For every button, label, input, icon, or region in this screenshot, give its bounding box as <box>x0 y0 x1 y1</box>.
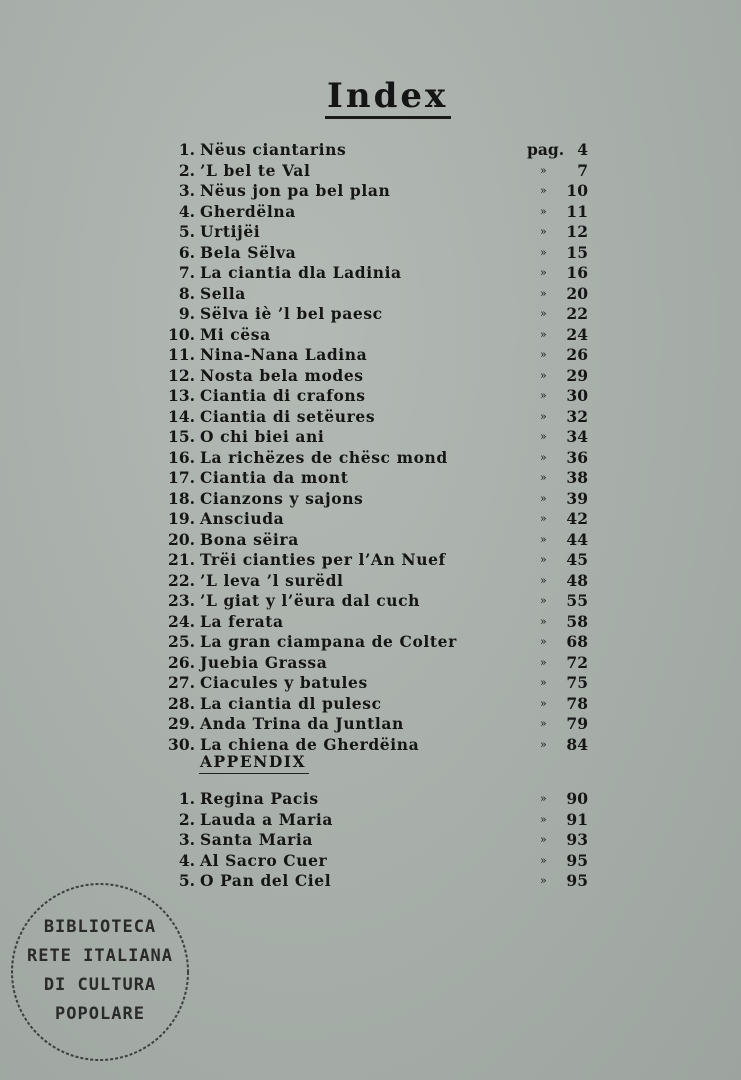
entry-number: 6. <box>178 242 195 262</box>
entry-number: 1. <box>178 789 195 808</box>
toc-entry <box>0 263 741 283</box>
entry-number: 26. <box>168 652 195 672</box>
title-underline <box>325 116 451 119</box>
entry-number: 7. <box>178 263 195 282</box>
page-number: 48 <box>566 570 588 590</box>
page-marker: » <box>540 430 547 443</box>
page-number: 20 <box>566 283 588 303</box>
entry-title: Urtijëi <box>200 222 261 241</box>
entry-title: Ciantia di crafons <box>200 386 366 405</box>
page-number: 15 <box>566 242 588 262</box>
entry-title: Juebia Grassa <box>200 652 328 672</box>
stamp-line-3: DI CULTURA <box>43 975 157 995</box>
page-marker: » <box>540 491 547 505</box>
entry-number: 21. <box>168 550 195 569</box>
stamp-circle-icon <box>8 880 192 1064</box>
entry-number: 13. <box>168 386 195 405</box>
page-number: 26 <box>566 345 588 364</box>
entry-title: Anda Trina da Juntlan <box>200 714 404 733</box>
toc-entry <box>0 448 741 468</box>
page-marker: » <box>540 553 547 566</box>
page-number: 11 <box>566 201 588 221</box>
page-number: 72 <box>566 652 588 672</box>
entry-number: 30. <box>168 734 195 754</box>
entry-title: Lauda a Maria <box>200 809 334 829</box>
page-number: 7 <box>577 160 588 180</box>
page-marker: » <box>540 286 547 300</box>
page-number: 34 <box>566 427 588 446</box>
page-marker: » <box>540 874 547 887</box>
toc-entry <box>0 427 741 447</box>
toc-entry <box>0 325 741 345</box>
page-marker: » <box>540 833 547 846</box>
library-stamp <box>8 880 192 1064</box>
entry-title: La ciantia dla Ladinia <box>200 263 402 282</box>
page-marker: » <box>540 696 547 710</box>
page-number: 39 <box>566 488 588 508</box>
page-marker: » <box>540 635 547 648</box>
entry-title: Nosta bela modes <box>200 365 364 385</box>
toc-entry <box>0 735 741 755</box>
toc-entry <box>0 345 741 365</box>
entry-title: Nëus ciantarins <box>200 140 347 159</box>
entry-title: Nëus jon pa bel plan <box>200 181 391 200</box>
entry-title: Ansciuda <box>200 509 285 528</box>
toc-entry <box>0 571 741 591</box>
toc-entry <box>0 284 741 304</box>
page-number: 30 <box>566 386 588 405</box>
entry-number: 12. <box>168 365 195 385</box>
toc-entry <box>0 181 741 201</box>
entry-title: ’L leva ’l surëdl <box>200 570 344 590</box>
entry-number: 11. <box>168 345 195 364</box>
page-marker: pag. <box>527 140 565 159</box>
toc-entry <box>0 851 741 871</box>
page-marker: » <box>540 225 547 238</box>
page-number: 84 <box>566 734 588 754</box>
entry-title: O Pan del Ciel <box>200 871 332 890</box>
entry-number: 1. <box>178 140 195 159</box>
page-number: 16 <box>566 263 588 282</box>
page-title: Index <box>327 76 449 116</box>
page-number: 12 <box>566 222 588 241</box>
entry-number: 4. <box>178 201 195 221</box>
page-marker: » <box>540 245 547 259</box>
toc-entry <box>0 489 741 509</box>
entry-number: 4. <box>178 850 195 870</box>
toc-entry <box>0 243 741 263</box>
page-marker: » <box>540 471 547 484</box>
page-marker: » <box>540 348 547 361</box>
entry-title: Nina-Nana Ladina <box>200 345 368 364</box>
page-marker: » <box>540 266 547 279</box>
entry-number: 25. <box>168 632 195 651</box>
entry-title: Ciantia da mont <box>200 468 349 487</box>
page-number: 44 <box>566 529 588 549</box>
page-marker: » <box>540 614 547 628</box>
toc-entry <box>0 140 741 160</box>
entry-title: Sella <box>200 283 246 303</box>
entry-number: 2. <box>178 160 195 180</box>
entry-number: 17. <box>168 468 195 487</box>
page-number: 24 <box>566 324 588 344</box>
entry-title: Bona sëira <box>200 529 299 549</box>
toc-entry <box>0 612 741 632</box>
page-marker: » <box>540 594 547 607</box>
toc-entry <box>0 386 741 406</box>
toc-entry <box>0 632 741 652</box>
page-marker: » <box>540 737 547 751</box>
entry-title: Bela Sëlva <box>200 242 297 262</box>
entry-title: Gherdëlna <box>200 201 296 221</box>
page-number: 32 <box>566 406 588 426</box>
toc-entry <box>0 550 741 570</box>
page-number: 42 <box>566 509 588 528</box>
page-number: 58 <box>566 611 588 631</box>
page-marker: » <box>540 163 547 177</box>
entry-title: O chi biei ani <box>200 427 325 446</box>
entry-title: La gran ciampana de Colter <box>200 632 457 651</box>
page-number: 75 <box>566 673 588 692</box>
page-number: 10 <box>566 181 588 200</box>
page-marker: » <box>540 812 547 826</box>
page-number: 68 <box>566 632 588 651</box>
stamp-line-2: RETE ITALIANA <box>26 946 174 966</box>
entry-number: 20. <box>168 529 195 549</box>
page-marker: » <box>540 792 547 805</box>
page-marker: » <box>540 676 547 689</box>
page-number: 90 <box>566 789 588 808</box>
page-marker: » <box>540 409 547 423</box>
toc-entry <box>0 591 741 611</box>
toc-entry <box>0 304 741 324</box>
page-number: 95 <box>566 871 588 890</box>
entry-number: 8. <box>178 283 195 303</box>
appendix-heading: APPENDIX <box>200 752 307 771</box>
entry-number: 5. <box>178 871 195 890</box>
toc-entry <box>0 202 741 222</box>
toc-entry <box>0 161 741 181</box>
entry-number: 14. <box>168 406 195 426</box>
page-marker: » <box>540 573 547 587</box>
page-number: 38 <box>566 468 588 487</box>
entry-number: 28. <box>168 693 195 713</box>
entry-number: 2. <box>178 809 195 829</box>
page-number: 36 <box>566 447 588 467</box>
stamp-line-1: BIBLIOTECA <box>43 917 157 937</box>
entry-number: 9. <box>178 304 195 323</box>
toc-entry <box>0 694 741 714</box>
entry-number: 24. <box>168 611 195 631</box>
page-number: 91 <box>566 809 588 829</box>
entry-number: 10. <box>168 324 195 344</box>
entry-title: Ciacules y batules <box>200 673 368 692</box>
entry-title: Cianzons y sajons <box>200 488 364 508</box>
toc-entry <box>0 509 741 529</box>
entry-title: La ferata <box>200 611 284 631</box>
entry-number: 29. <box>168 714 195 733</box>
page-number: 78 <box>566 693 588 713</box>
page-number: 22 <box>566 304 588 323</box>
entry-number: 27. <box>168 673 195 692</box>
page-marker: » <box>540 853 547 867</box>
toc-entry <box>0 714 741 734</box>
entry-number: 19. <box>168 509 195 528</box>
entry-number: 22. <box>168 570 195 590</box>
entry-number: 16. <box>168 447 195 467</box>
page-marker: » <box>540 368 547 382</box>
toc-entry <box>0 407 741 427</box>
entry-number: 3. <box>178 181 195 200</box>
entry-title: La ciantia dl pulesc <box>200 693 382 713</box>
toc-entry <box>0 789 741 809</box>
toc-entry <box>0 653 741 673</box>
page-number: 95 <box>566 850 588 870</box>
page-number: 4 <box>577 140 588 159</box>
appendix-underline <box>199 773 309 774</box>
stamp-line-4: POPOLARE <box>55 1004 145 1024</box>
entry-title: Sëlva iè ’l bel paesc <box>200 304 383 323</box>
entry-number: 23. <box>168 591 195 610</box>
page-marker: » <box>540 655 547 669</box>
page-marker: » <box>540 307 547 320</box>
entry-title: Ciantia di setëures <box>200 406 376 426</box>
toc-entry <box>0 830 741 850</box>
entry-title: La richëzes de chësc mond <box>200 447 448 467</box>
entry-title: Regina Pacis <box>200 789 319 808</box>
page-number: 45 <box>566 550 588 569</box>
entry-title: ’L giat y l’ëura dal cuch <box>200 591 421 610</box>
page-marker: » <box>540 327 547 341</box>
toc-entry <box>0 530 741 550</box>
entry-title: La chiena de Gherdëina <box>200 734 420 754</box>
page-marker: » <box>540 389 547 402</box>
page-number: 55 <box>566 591 588 610</box>
entry-title: Al Sacro Cuer <box>200 850 328 870</box>
page-number: 79 <box>566 714 588 733</box>
toc-entry <box>0 810 741 830</box>
toc-entry <box>0 366 741 386</box>
entry-number: 3. <box>178 830 195 849</box>
page-marker: » <box>540 512 547 525</box>
entry-number: 15. <box>168 427 195 446</box>
page-marker: » <box>540 717 547 730</box>
page-number: 29 <box>566 365 588 385</box>
page-marker: » <box>540 204 547 218</box>
toc-entry <box>0 673 741 693</box>
entry-title: Trëi cianties per l’An Nuef <box>200 550 446 569</box>
entry-title: ’L bel te Val <box>200 160 311 180</box>
page-marker: » <box>540 450 547 464</box>
toc-entry <box>0 468 741 488</box>
page-marker: » <box>540 532 547 546</box>
toc-entry <box>0 222 741 242</box>
entry-number: 5. <box>178 222 195 241</box>
entry-title: Mi cësa <box>200 324 271 344</box>
page-marker: » <box>540 184 547 197</box>
page-number: 93 <box>566 830 588 849</box>
entry-number: 18. <box>168 488 195 508</box>
entry-title: Santa Maria <box>200 830 314 849</box>
